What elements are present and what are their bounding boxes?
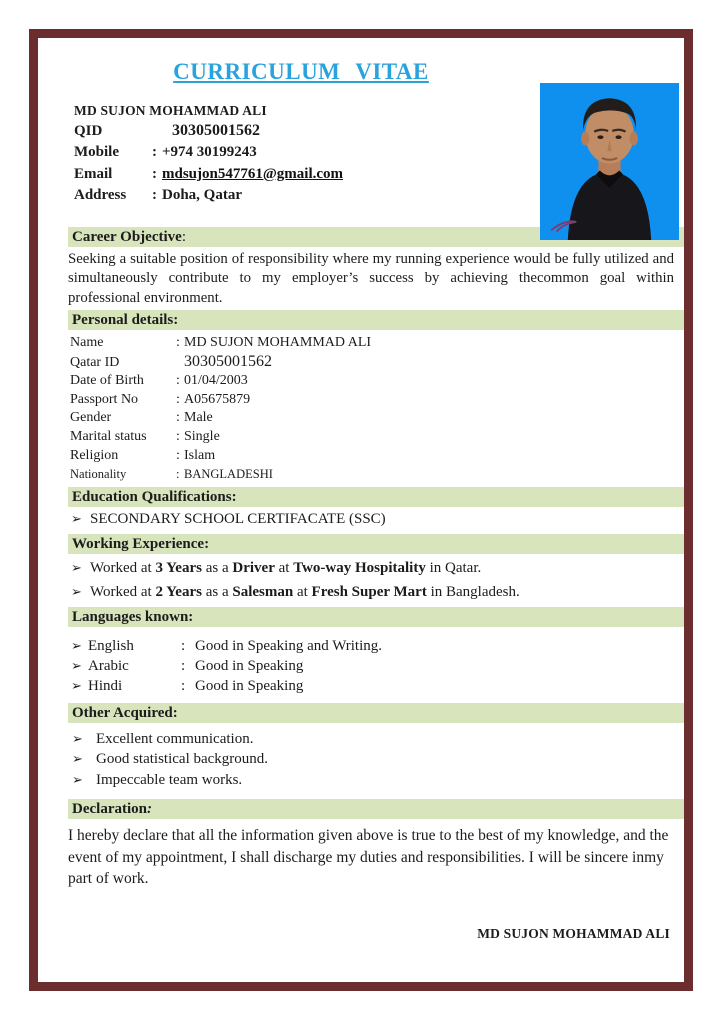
arrow-bullet-icon: ➢ [72, 771, 83, 787]
section-heading-other-acquired: Other Acquired: [68, 703, 684, 723]
other-acquired-list [68, 729, 684, 791]
contact-value-mobile: +974 30199243 [162, 144, 257, 160]
personal-detail-row-passport: Passport No : A05675879 [70, 391, 251, 407]
contact-value-address: Doha, Qatar [162, 187, 242, 203]
contact-row-mobile: Mobile : +974 30199243 [74, 142, 684, 164]
working-experience-list [68, 559, 684, 601]
contact-label-email: Email [74, 165, 113, 182]
declaration-text: I hereby declare that all the information given above is true to the best of my knowledge, and the event of my appointment, I shall discharge my duties and responsibilities. I will be sincere inmy part of work. [68, 827, 669, 888]
experience-item: ➢ Worked at 2 Years as a Salesman at Fresh Super Mart in Bangladesh. [68, 583, 684, 601]
arrow-bullet-icon: ➢ [71, 583, 82, 599]
arrow-bullet-icon: ➢ [71, 559, 82, 575]
education-list [68, 510, 684, 528]
language-row-arabic: ➢ Arabic : Good in Speaking [68, 656, 684, 676]
languages-list [68, 636, 684, 697]
arrow-bullet-icon: ➢ [72, 730, 83, 746]
section-heading-education: Education Qualifications: [68, 487, 684, 507]
page-title: CURRICULUM VITAE [173, 59, 429, 84]
contact-label-address: Address [74, 187, 127, 203]
personal-details-list [68, 334, 684, 484]
page-border-frame [29, 29, 693, 991]
arrow-bullet-icon: ➢ [71, 510, 82, 526]
arrow-bullet-icon: ➢ [72, 751, 83, 767]
contact-row-address: Address : Doha, Qatar [74, 185, 684, 207]
personal-detail-row-religion: Religion : Islam [70, 447, 216, 463]
section-heading-working-experience: Working Experience: [68, 534, 684, 554]
personal-detail-row-qatar-id: Qatar ID 30305001562 [70, 352, 272, 370]
arrow-bullet-icon: ➢ [71, 637, 82, 653]
personal-detail-row-dob: Date of Birth : 01/04/2003 [70, 373, 248, 389]
career-objective-text: Seeking a suitable position of responsibility where my running experience would be fully utilized and simultaneously contribute to my employer’s success by achieving thecommon goal within professional environment. [68, 250, 674, 306]
language-row-english: ➢ English : Good in Speaking and Writing. [68, 636, 684, 656]
email-link[interactable]: mdsujon547761@gmail.com [162, 165, 344, 182]
section-heading-declaration: Declaration: [68, 799, 684, 819]
experience-item: ➢ Worked at 3 Years as a Driver at Two-way Hospitality in Qatar. [68, 559, 684, 577]
cv-page-content [38, 59, 684, 1003]
other-acquired-item: ➢ Impeccable team works. [68, 770, 684, 791]
contact-name: MD SUJON MOHAMMAD ALI [74, 103, 267, 118]
section-heading-personal-details: Personal details: [68, 310, 684, 330]
arrow-bullet-icon: ➢ [71, 658, 82, 674]
profile-photo [540, 83, 679, 240]
signature-name: MD SUJON MOHAMMAD ALI [477, 926, 670, 941]
other-acquired-item: ➢ Excellent communication. [68, 729, 684, 750]
profile-photo-graphic [540, 83, 679, 240]
other-acquired-item: ➢ Good statistical background. [68, 749, 684, 770]
education-item: ➢ SECONDARY SCHOOL CERTIFACATE (SSC) [68, 510, 684, 528]
section-heading-career-objective: Career Objective: [68, 227, 684, 247]
arrow-bullet-icon: ➢ [71, 678, 82, 694]
personal-detail-row-nationality: Nationality : BANGLADESHI [70, 467, 273, 482]
personal-detail-row-name: Name : MD SUJON MOHAMMAD ALI [70, 335, 372, 350]
contact-value-qid: 30305001562 [172, 122, 260, 139]
contact-row-email: Email : mdsujon547761@gmail.com [74, 164, 684, 186]
contact-label-qid: QID [74, 123, 103, 139]
personal-detail-row-marital-status: Marital status : Single [70, 428, 220, 444]
personal-detail-row-gender: Gender : Male [70, 410, 213, 426]
language-row-hindi: ➢ Hindi : Good in Speaking [68, 676, 684, 696]
section-heading-languages: Languages known: [68, 607, 684, 627]
contact-label-mobile: Mobile [74, 144, 119, 160]
